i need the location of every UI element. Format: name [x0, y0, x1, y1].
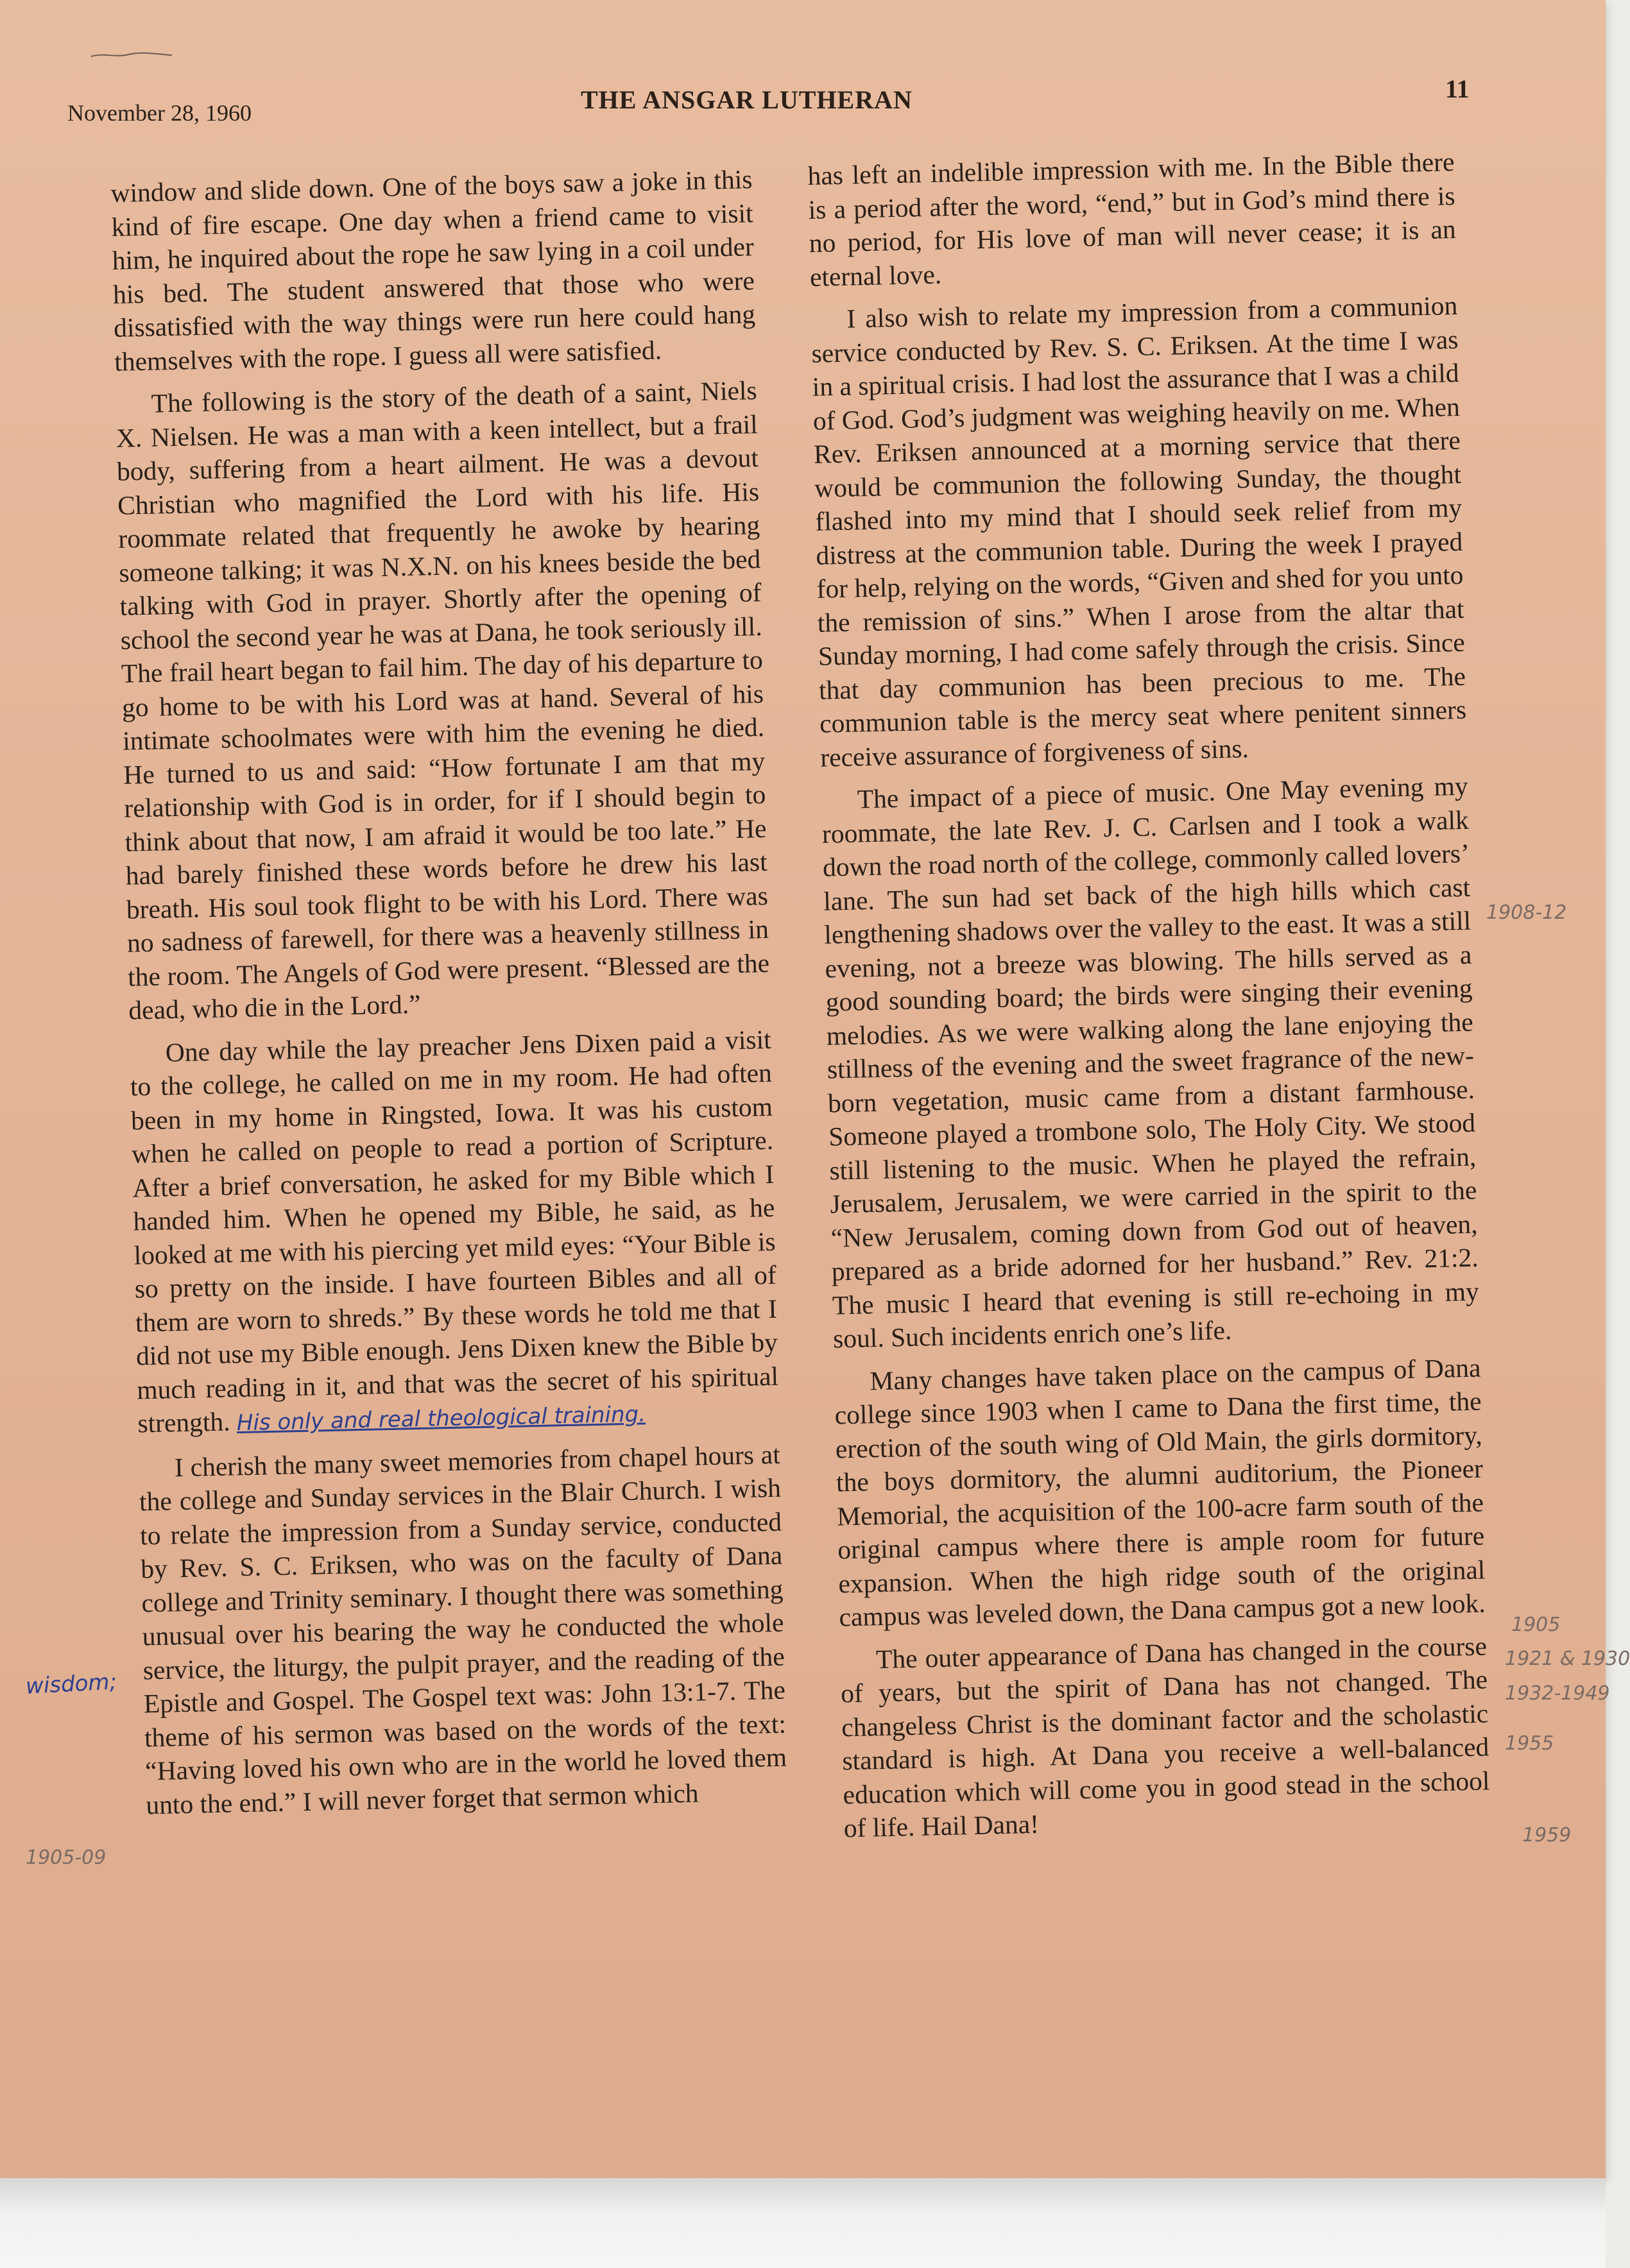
margin-note-wisdom: wisdom;: [25, 1669, 117, 1700]
paragraph: Many changes have taken place on the campus of Dana college since 1903 when I came to Dana the first time, the erection of the south wing of Old Main, the girls dormitory, the boys dormitory, the alumni auditorium, the Pioneer Memorial, the acquisition of the 100-acre farm south of the original campus where there is ample room for future expansion. When the high ridge south of the original campus was leveled down, the Dana campus got a new look.: [834, 1352, 1486, 1632]
paragraph: window and slide down. One of the boys saw a joke in this kind of fire escape. One day when a friend came to visit him, he inquired about the rope he saw lying in a coil under his bed. The student answered that those who were dissatisfied with the way things were run here could hang themselves with the rope. I guess all were satisfied.: [110, 164, 756, 377]
scan-background: [0, 2178, 1606, 2268]
pencil-mark: [90, 51, 173, 59]
paragraph: [129, 1022, 780, 1442]
article-column-right: [807, 145, 1491, 1854]
paragraph: The following is the story of the death of a saint, Niels X. Nielsen. He was a man with a keen intellect, but a frail body, suffering from a heart ailment. He was a devout Christian who magnified the Lord with his life. His roommate related that frequently he awoke by hearing someone talking; it was N.X.N. on his knees beside the bed talking with God in prayer. Shortly after the opening of school the second year he was at Dana, he took seriously ill. The frail heart began to fail him. The day of his departure to go home to be with his Lord was at hand. Several of his intimate schoolmates were with him the evening he died. He turned to us and said: “How fortunate I am that my relationship with God is in order, for if I should begin to think about that now, I am afraid it would be too late.” He had barely finished these words before he drew his last breath. His soul took flight to be with his Lord. There was no sadness of farewell, for there was a heavenly stillness in the room. The Angels of God were present. “Blessed are the dead, who die in the Lord.”: [116, 375, 770, 1025]
page-number: 11: [1445, 74, 1470, 103]
handwritten-annotation: His only and real theological training.: [236, 1401, 646, 1437]
issue-date: November 28, 1960: [67, 100, 252, 126]
margin-note-years: 1959: [1522, 1824, 1572, 1846]
margin-note-years: 1908-12: [1486, 901, 1567, 924]
margin-note-years: 1921 & 1930: [1505, 1648, 1630, 1670]
margin-note-years: 1932-1949: [1505, 1682, 1610, 1705]
margin-note-years: 1905: [1511, 1614, 1561, 1636]
margin-note-years: 1905-09: [26, 1846, 107, 1869]
publication-title: THE ANSGAR LUTHERAN: [581, 85, 913, 114]
article-column-left: [110, 162, 788, 1830]
paragraph: I cherish the many sweet memories from chapel hours at the college and Sunday services in the Blair Church. I wish to relate the impression from a Sunday service, conducted by Rev. S. C. Eriksen, who was on the faculty of Dana college and Trinity seminary. I thought there was something unusual over his bearing the way he conducted the whole service, the liturgy, the pulpit prayer, and the reading of the Epistle and Gospel. The Gospel text was: John 13:1-7. The theme of his sermon was based on the words of the text: “Having loved his own who are in the world he loved them unto the end.” I will never forget that sermon which: [139, 1439, 787, 1820]
paragraph-text: One day while the lay preacher Jens Dixen paid a visit to the college, he called on me in my room. He had often been in my home in Ringsted, Iowa. It was his custom when he called on people to read a portion of Scripture. After a brief conversation, he asked for my Bible which I handed him. When he opened my Bible, he said, as he looked at me with his piercing yet mild eyes: “Your Bible is so pretty on the inside. I have fourteen Bibles and all of them are worn to shreds.” By these words he told me that I did not use my Bible enough. Jens Dixen knew the Bible by much reading in it, and that was the secret of his spiritual strength.: [130, 1024, 779, 1438]
paragraph: The impact of a piece of music. One May evening my roommate, the late Rev. J. C. Carlsen and I took a walk down the road north of the college, commonly called lovers’ lane. The sun had set back of the high hills which cast lengthening shadows over the valley to the east. It was a still evening, not a breeze was blowing. The hills served as a good sounding board; the birds were singing their evening melodies. As we were walking along the lane enjoying the stillness of the evening and the sweet fragrance of the new-born vegetation, music came from a distant farmhouse. Someone played a trombone solo, The Holy City. We stood still listening to the music. When he played the refrain, Jerusalem, Jerusalem, we were carried in the spirit to the “New Jerusalem, coming down from God out of heaven, prepared as a bride adorned for her husband.” Rev. 21:2. The music I heard that evening is still re-echoing in my soul. Such incidents enrich one’s life.: [821, 771, 1480, 1354]
margin-note-years: 1955: [1505, 1732, 1554, 1755]
paragraph: I also wish to relate my impression from a communion service conducted by Rev. S. C. Eriksen. At the time I was in a spiritual crisis. I had lost the assurance that I was a child of God. God’s judgment was weighing heavily on me. When Rev. Eriksen announced at a morning service that there would be communion the following Sunday, the thought flashed into my mind that I should seek relief from my distress at the communion table. During the week I prayed for help, relying on the words, “Given and shed for you unto the remission of sins.” When I arose from the altar that Sunday morning, I had come safely through the crisis. Since that day communion has been precious to me. The communion table is the mercy seat where penitent sinners receive assurance of forgiveness of sins.: [811, 290, 1467, 772]
paragraph: The outer appearance of Dana has changed in the course of years, but the spirit of Dana has not changed. The changeless Christ is the dominant factor and the scholastic standard is high. At Dana you receive a well-balanced education which will come you in good stead in the school of life. Hail Dana!: [840, 1630, 1490, 1843]
paragraph: has left an indelible impression with me. In the Bible there is a period after the word, “end,” but in God’s mind there is no period, for His love of man will never cease; it is an eternal love.: [807, 147, 1457, 292]
